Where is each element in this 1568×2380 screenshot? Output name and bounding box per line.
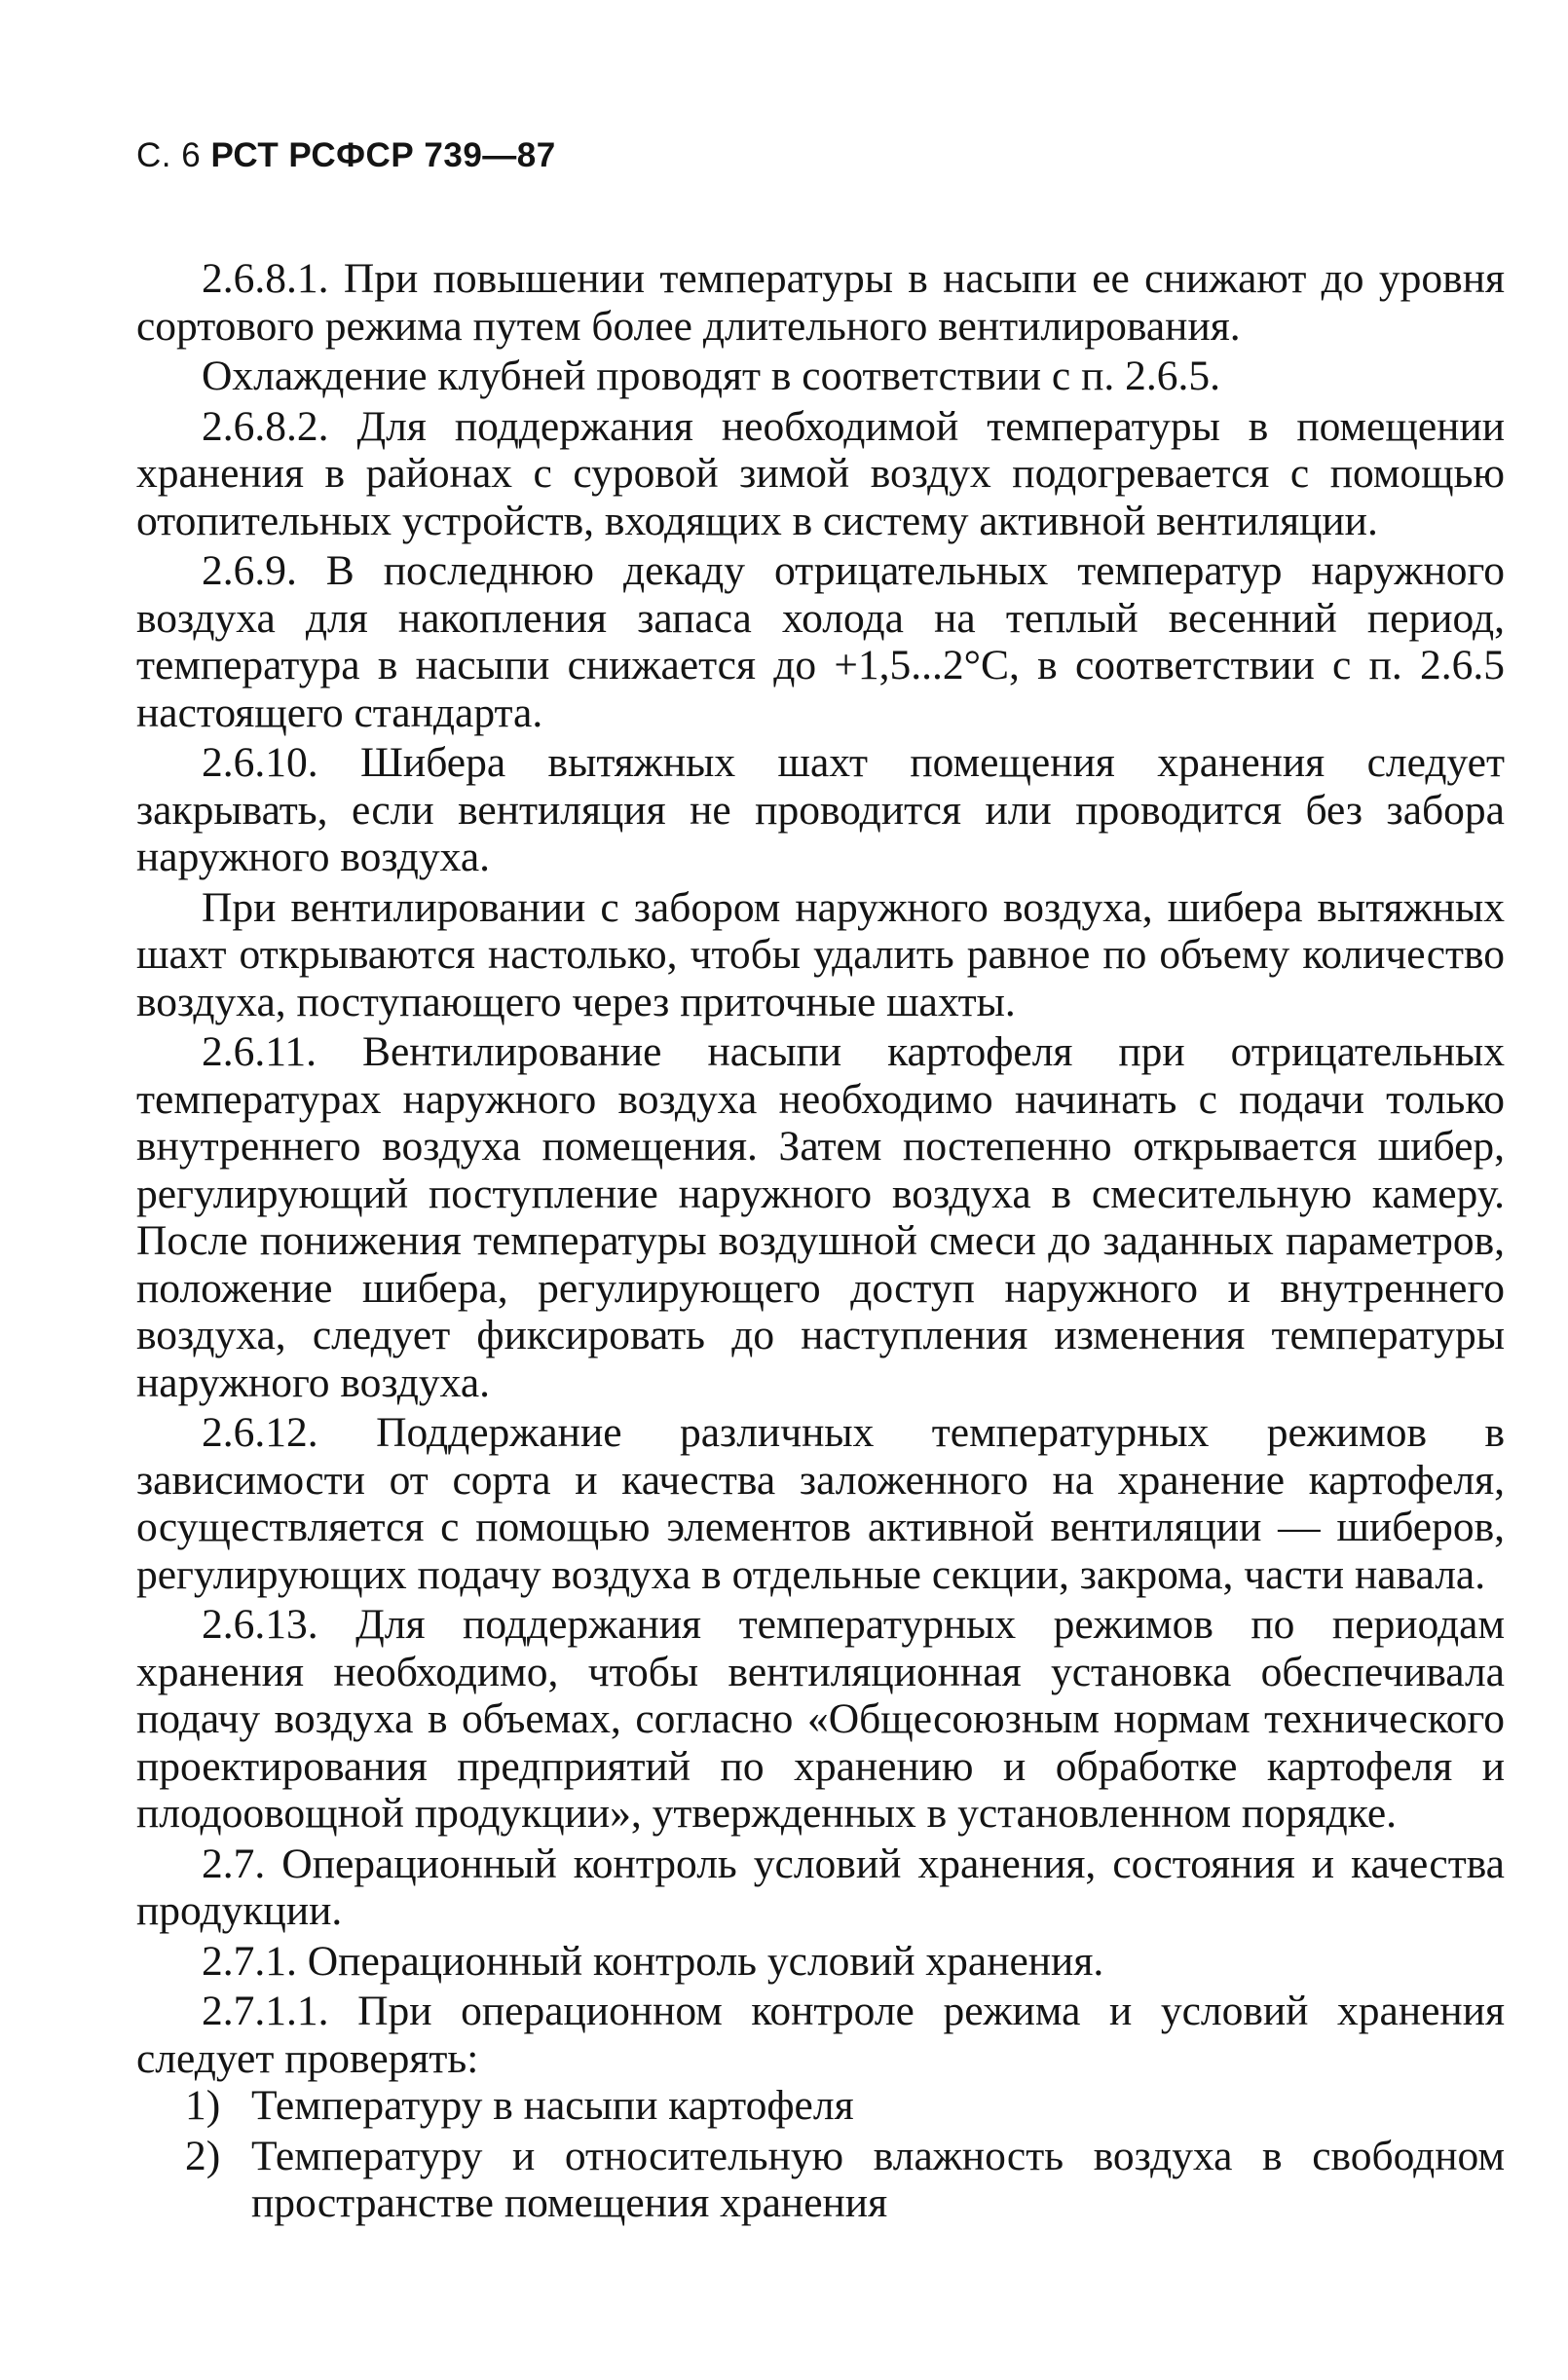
paragraph-2-6-8-1: 2.6.8.1. При повышении температуры в насыпи ее снижают до уровня сортового режима путем более длительного вентилирования. — [136, 255, 1505, 350]
list-item-text: Температуру в насыпи картофеля — [251, 2082, 854, 2129]
paragraph-2-6-11: 2.6.11. Вентилирование насыпи картофеля при отрицательных температурах наружного воздуха необходимо начинать с подачи только внутреннего воздуха помещения. Затем постепенно открывается шибер, регулирующий поступление наружного воздуха в смесительную камеру. После понижения температуры воздушной смеси до заданных параметров, положение шибера, регулирующего доступ наружного и внутреннего воздуха, следует фиксировать до наступления изменения температуры наружного воздуха. — [136, 1028, 1505, 1406]
standard-code: РСТ РСФСР 739—87 — [210, 136, 556, 174]
paragraph-2-6-12: 2.6.12. Поддержание различных температурных режимов в зависимости от сорта и качества заложенного на хранение картофеля, осуществляется с помощью элементов активной вентиляции — шиберов, регулирующих подачу воздуха в отдельные секции, закрома, части навала. — [136, 1409, 1505, 1598]
list-item-number: 1) — [185, 2082, 221, 2129]
paragraph-2-6-13: 2.6.13. Для поддержания температурных режимов по периодам хранения необходимо, чтобы вентиляционная установка обеспечивала подачу воздуха в объемах, согласно «Общесоюзным нормам технического проектирования предприятий по хранению и обработке картофеля и плодоовощной продукции», утвержденных в установленном порядке. — [136, 1601, 1505, 1837]
paragraph-cooling: Охлаждение клубней проводят в соответствии с п. 2.6.5. — [202, 353, 1221, 399]
paragraph-2-6-9: 2.6.9. В последнюю декаду отрицательных температур наружного воздуха для накопления запаса холода на теплый весенний период, температура в насыпи снижается до +1,5...2°С, в соответствии с п. 2.6.5 настоящего стандарта. — [136, 547, 1505, 736]
list-item-number: 2) — [185, 2132, 221, 2179]
page-header — [136, 136, 556, 175]
list-item — [136, 2133, 1505, 2227]
paragraph-2-7-1: 2.7.1. Операционный контроль условий хранения. — [202, 1937, 1104, 1985]
page-number: С. 6 — [136, 136, 202, 174]
paragraph-2-7-1-1: 2.7.1.1. При операционном контроле режима и условий хранения следует проверять: — [136, 1988, 1505, 2082]
paragraph-2-6-10: 2.6.10. Шибера вытяжных шахт помещения хранения следует закрывать, если вентиляция не проводится или проводится без забора наружного воздуха. — [136, 739, 1505, 880]
paragraph-dampers: При вентилировании с забором наружного воздуха, шибера вытяжных шахт открываются настолько, чтобы удалить равное по объему количество воздуха, поступающего через приточные шахты. — [136, 883, 1505, 1025]
paragraph-2-6-8-2: 2.6.8.2. Для поддержания необходимой температуры в помещении хранения в районах с суровой зимой воздух подогревается с помощью отопительных устройств, входящих в систему активной вентиляции. — [136, 402, 1505, 544]
paragraph-2-7: 2.7. Операционный контроль условий хранения, состояния и качества продукции. — [136, 1840, 1505, 1934]
document-body — [136, 255, 1505, 2230]
list-item — [136, 2082, 1505, 2130]
list-item-text: Температуру и относительную влажность воздуха в свободном пространстве помещения хранения — [251, 2132, 1505, 2226]
